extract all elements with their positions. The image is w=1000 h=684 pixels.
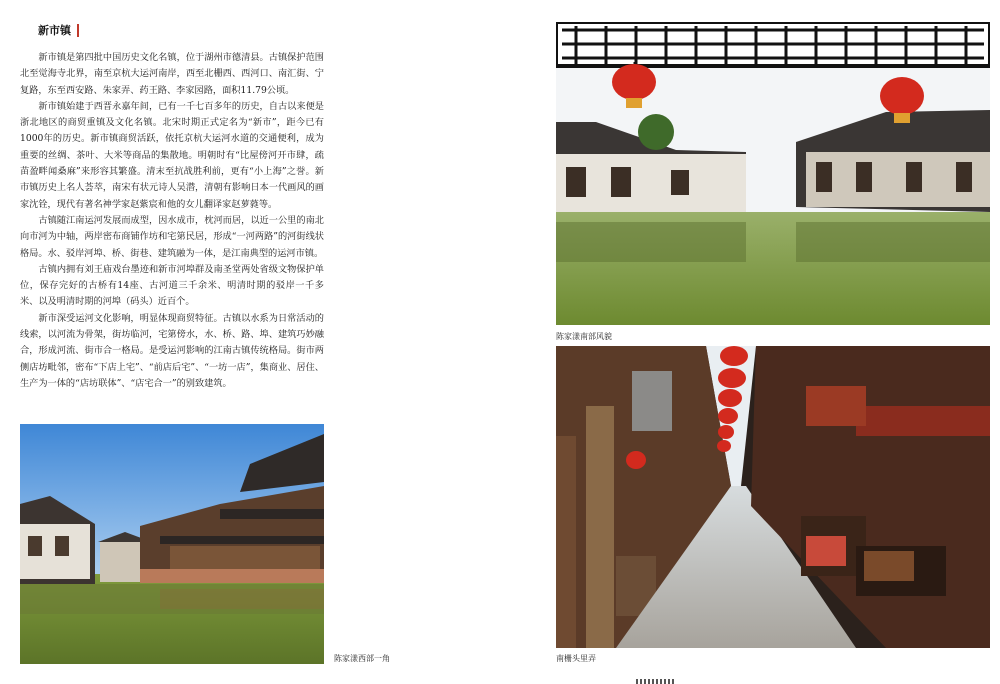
paragraph: 新市镇始建于西晋永嘉年间，已有一千七百多年的历史，自古以来便是浙北地区的商贸重镇及文化名镇。北宋时期正式定名为“新市”，距今已有1000年的历史。新市镇商贸活跃，依托京杭大运河水道的交通便利，成为重要的丝绸、茶叶、大米等商品的集散地。明朝时有“比屋傍河开市肆，疏苗盈畔闻桑麻”来形容其繁盛。清末至抗战胜利前，更有“小上海”之誉。新市镇历史上名人荟萃，南宋有状元诗人吴潜，清朝有影响日本一代画风的画家沈铨，现代有著名神学家赵紫宸和他的女儿翻译家赵萝蕤等。 [20, 100, 324, 210]
right-page [500, 0, 1000, 684]
photo-south-lane [556, 346, 990, 648]
caption-photo-canal-south: 陈家漾南部风貌 [556, 332, 612, 341]
paragraph: 新市镇是第四批中国历史文化名镇，位于湖州市德清县。古镇保护范围北至觉海寺北界，南至京杭大运河南岸，西至北栅西、西河口、南汇街、宁复路，东至西安路、朱家弄、药王路、李家园路，面积11.79公顷。 [20, 52, 324, 96]
paragraph: 新市深受运河文化影响，明显体现商贸特征。古镇以水系为日常活动的线索，以河流为骨架，街坊临河，宅第傍水，水、桥、路、埠、建筑巧妙融合，形成河流、街市合一格局。是受运河影响的江南古镇传统格局。街市两侧店坊毗邻，密布“下店上宅”、“前店后宅”、“一坊一店”，集商业、居住、生产为一体的“店坊联体”、“店宅合一”的别致建筑。 [20, 312, 324, 389]
page-footer-mark [636, 679, 676, 684]
section-heading: 新市镇 [38, 24, 79, 37]
photo-canal-west [20, 424, 324, 664]
paragraph: 古镇随江南运河发展而成型，因水成市，枕河而居，以近一公里的南北向市河为中轴，两岸密布商铺作坊和宅第民居，形成“一河两路”的河街线状格局。水、驳岸河埠、桥、街巷、建筑融为一体，是江南典型的运河市镇。 [20, 214, 324, 259]
photo-canal-south [556, 22, 990, 325]
paragraph: 古镇内拥有刘王庙戏台墨迹和新市河埠群及南圣堂两处省级文物保护单位，保存完好的古桥有14座、古河道三千余米、明清时期的驳岸一千多米、以及明清时期的河埠（码头）近百个。 [20, 263, 324, 308]
caption-photo-canal-west: 陈家漾西部一角 [334, 654, 390, 663]
caption-photo-south-lane: 南栅头里弄 [556, 654, 596, 663]
body-text [20, 50, 324, 392]
